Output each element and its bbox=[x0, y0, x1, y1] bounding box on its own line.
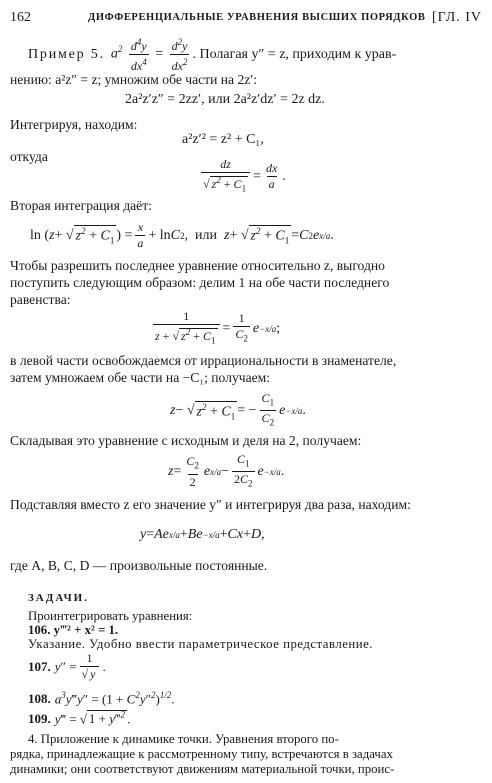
task-109: 109. y‴ = √ 1 + y‴$^2$ . bbox=[28, 710, 131, 727]
equation-3: dz √ $z^2 + C_1$ = dx a . bbox=[203, 157, 286, 194]
text-line: равенства: bbox=[10, 292, 71, 307]
equation-6: z − √ $z^2 + C_1$ = − $C_1$ $C_2$ e −x/a . bbox=[170, 391, 306, 428]
text-line: Подставляя вместо z его значение y″ и интегрируя два раза, находим: bbox=[10, 497, 411, 512]
tasks-intro: Проинтегрировать уравнения: bbox=[28, 609, 193, 623]
task-106: 106. y‴² + x² = 1. bbox=[28, 623, 119, 637]
section-4-line-1: 4. Приложение к динамике точки. Уравнения второго по- bbox=[28, 732, 339, 746]
running-header bbox=[10, 10, 482, 28]
task-107-number: 107. bbox=[28, 658, 51, 674]
task-108: 108. $a^3y‴y'' = (1 + C^2y''^2)^{1/2}$. bbox=[28, 690, 175, 707]
text-line: откуда bbox=[10, 149, 48, 164]
text-line: поступить следующим образом: делим 1 на обе части последнего bbox=[10, 275, 390, 290]
task-107: 107. y″ = $\frac{1}{√ y}$ . bbox=[28, 651, 106, 681]
running-title: ДИФФЕРЕНЦИАЛЬНЫЕ УРАВНЕНИЯ ВЫСШИХ ПОРЯДКОВ bbox=[88, 12, 426, 23]
task-hint: Указание. Удобно ввести параметрическое представление. bbox=[28, 637, 373, 651]
text-line: Вторая интеграция даёт: bbox=[10, 198, 152, 213]
equation-8: y = Ae x/a + Be −x/a + Cx + D , bbox=[140, 527, 265, 542]
task-109-number: 109. bbox=[28, 710, 51, 726]
section-4-line-3: динамики; они соответствуют движениям материальной точки, проис- bbox=[10, 762, 395, 776]
text-line: затем умножаем обе части на −C₁; получаем: bbox=[10, 370, 271, 385]
equation-2: a²z′² = z² + C₁, bbox=[182, 132, 264, 147]
equation-4: ln ( z + √ $z^2 + C_1$ ) = x a + ln C 2 , или z + √ $z^2 + C_1$ = C 2 e x/a . bbox=[30, 220, 334, 250]
example-line bbox=[28, 36, 396, 73]
tasks-heading: ЗАДАЧИ. bbox=[28, 592, 89, 604]
equation-1: 2a²z′z″ = 2zz′, или 2a²z′dz′ = 2z dz. bbox=[125, 92, 325, 107]
equation-7: z = $C_2$ 2 e x/a − $C_1$ $2C_2$ e −x/a . bbox=[168, 452, 285, 489]
chapter-marker: [ГЛ. IV bbox=[432, 10, 482, 25]
example-tail: . Полагая y″ = z, приходим к урав- bbox=[192, 46, 397, 62]
task-108-number: 108. bbox=[28, 690, 51, 706]
text-line: в левой части освобождаемся от иррациональности в знаменателе, bbox=[10, 353, 397, 368]
section-4-line-2: рядка, принадлежащие к рассмотренному типу, встречаются в задачах bbox=[10, 747, 393, 761]
text-line: Интегрируя, находим: bbox=[10, 117, 138, 132]
example-equation: $a^2$ $\frac{d^4y}{dx^4}$ = $\frac{d^2y}{dx^2}$ bbox=[110, 37, 188, 73]
page-number: 162 bbox=[10, 10, 31, 25]
example-label: Пример 5. bbox=[28, 46, 105, 62]
text-line: нению: a²z″ = z; умножим обе части на 2z′: bbox=[10, 72, 258, 87]
text-line: Складывая это уравнение с исходным и деля на 2, получаем: bbox=[10, 433, 362, 448]
text-line: где A, B, C, D — произвольные постоянные. bbox=[10, 558, 268, 573]
equation-5: 1 z + √ $z^2 + C_1$ = 1 $C_2$ e −x/a ; bbox=[155, 309, 281, 346]
text-line: Чтобы разрешить последнее уравнение относительно z, выгодно bbox=[10, 258, 385, 273]
